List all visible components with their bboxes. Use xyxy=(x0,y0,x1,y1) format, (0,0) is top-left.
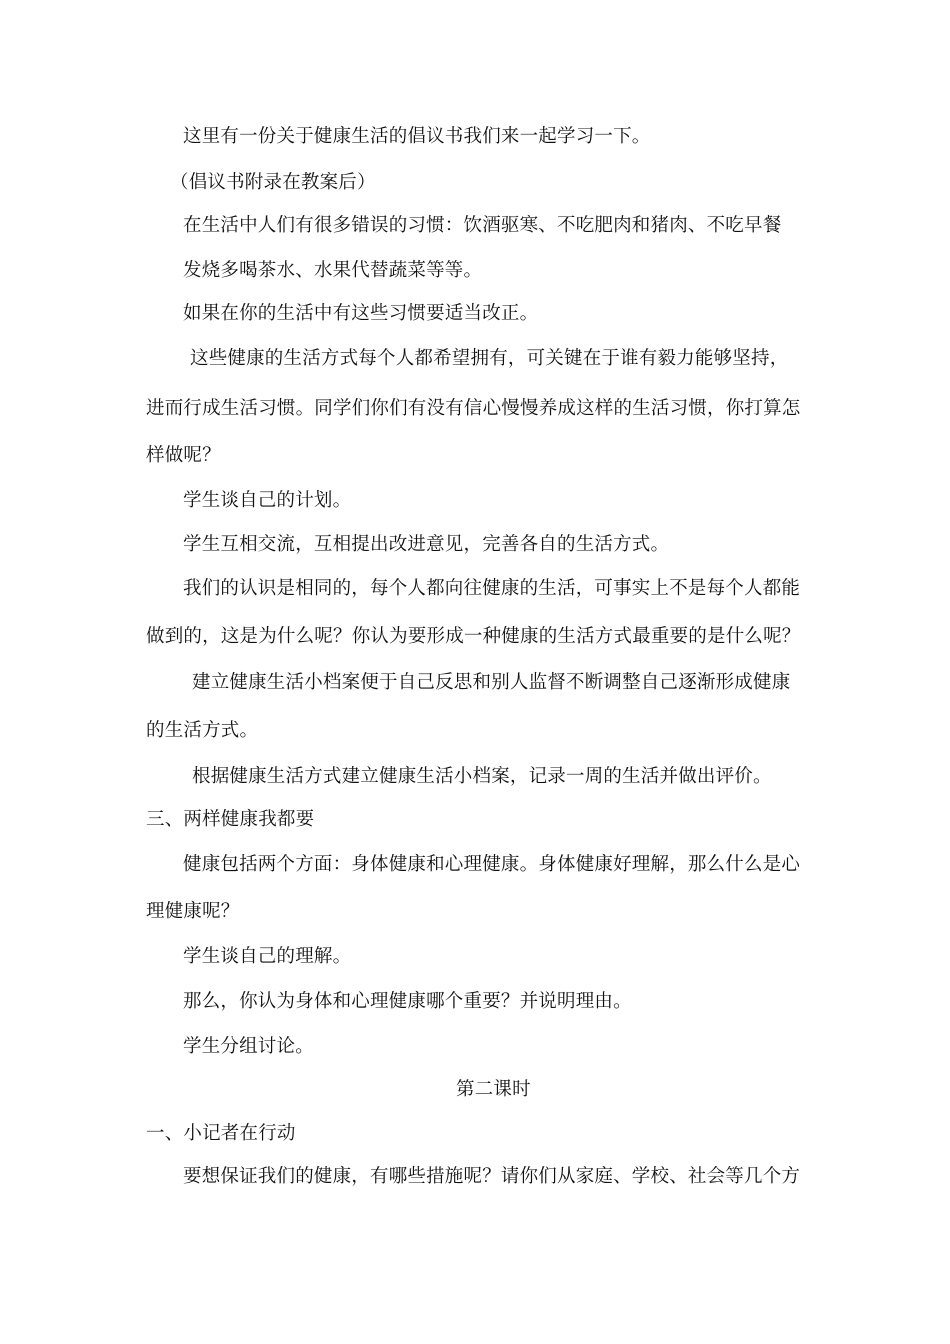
paragraph-line: 学生谈自己的理解。 xyxy=(183,946,352,967)
paragraph-line: 做到的，这是为什么呢？你认为要形成一种健康的生活方式最重要的是什么呢？ xyxy=(146,626,801,647)
paragraph-line: 发烧多喝茶水、水果代替蔬菜等等。 xyxy=(183,260,483,281)
paragraph-line: 这里有一份关于健康生活的倡议书我们来一起学习一下。 xyxy=(183,126,651,147)
lesson-title: 第二课时 xyxy=(456,1079,531,1100)
paragraph-line: 这些健康的生活方式每个人都希望拥有，可关键在于谁有毅力能够坚持， xyxy=(190,348,789,369)
paragraph-line: 学生谈自己的计划。 xyxy=(183,490,352,511)
paragraph-line: 在生活中人们有很多错误的习惯：饮酒驱寒、不吃肥肉和猪肉、不吃早餐 xyxy=(183,215,782,236)
section-heading: 三、两样健康我都要 xyxy=(146,809,315,830)
paragraph-line: 要想保证我们的健康，有哪些措施呢？请你们从家庭、学校、社会等几个方 xyxy=(183,1166,801,1187)
paragraph-line: 样做呢？ xyxy=(146,445,221,466)
section-heading: 一、小记者在行动 xyxy=(146,1123,296,1144)
paragraph-line: 如果在你的生活中有这些习惯要适当改正。 xyxy=(183,303,539,324)
paragraph-line: 健康包括两个方面：身体健康和心理健康。身体健康好理解，那么什么是心 xyxy=(183,854,801,875)
paragraph-line: 那么，你认为身体和心理健康哪个重要？并说明理由。 xyxy=(183,991,632,1012)
paragraph-line: 的生活方式。 xyxy=(146,720,259,741)
paragraph-line: 根据健康生活方式建立健康生活小档案，记录一周的生活并做出评价。 xyxy=(192,766,772,787)
paragraph-line: 学生分组讨论。 xyxy=(183,1036,314,1057)
paragraph-line: 我们的认识是相同的，每个人都向往健康的生活，可事实上不是每个人都能 xyxy=(183,578,801,599)
paragraph-line: 进而行成生活习惯。同学们你们有没有信心慢慢养成这样的生活习惯，你打算怎 xyxy=(146,398,801,419)
paragraph-line: 理健康呢？ xyxy=(146,901,240,922)
paragraph-line: 学生互相交流，互相提出改进意见，完善各自的生活方式。 xyxy=(183,534,670,555)
paragraph-line: 建立健康生活小档案便于自己反思和别人监督不断调整自己逐渐形成健康 xyxy=(192,672,791,693)
paragraph-line: （倡议书附录在教案后） xyxy=(170,172,376,193)
